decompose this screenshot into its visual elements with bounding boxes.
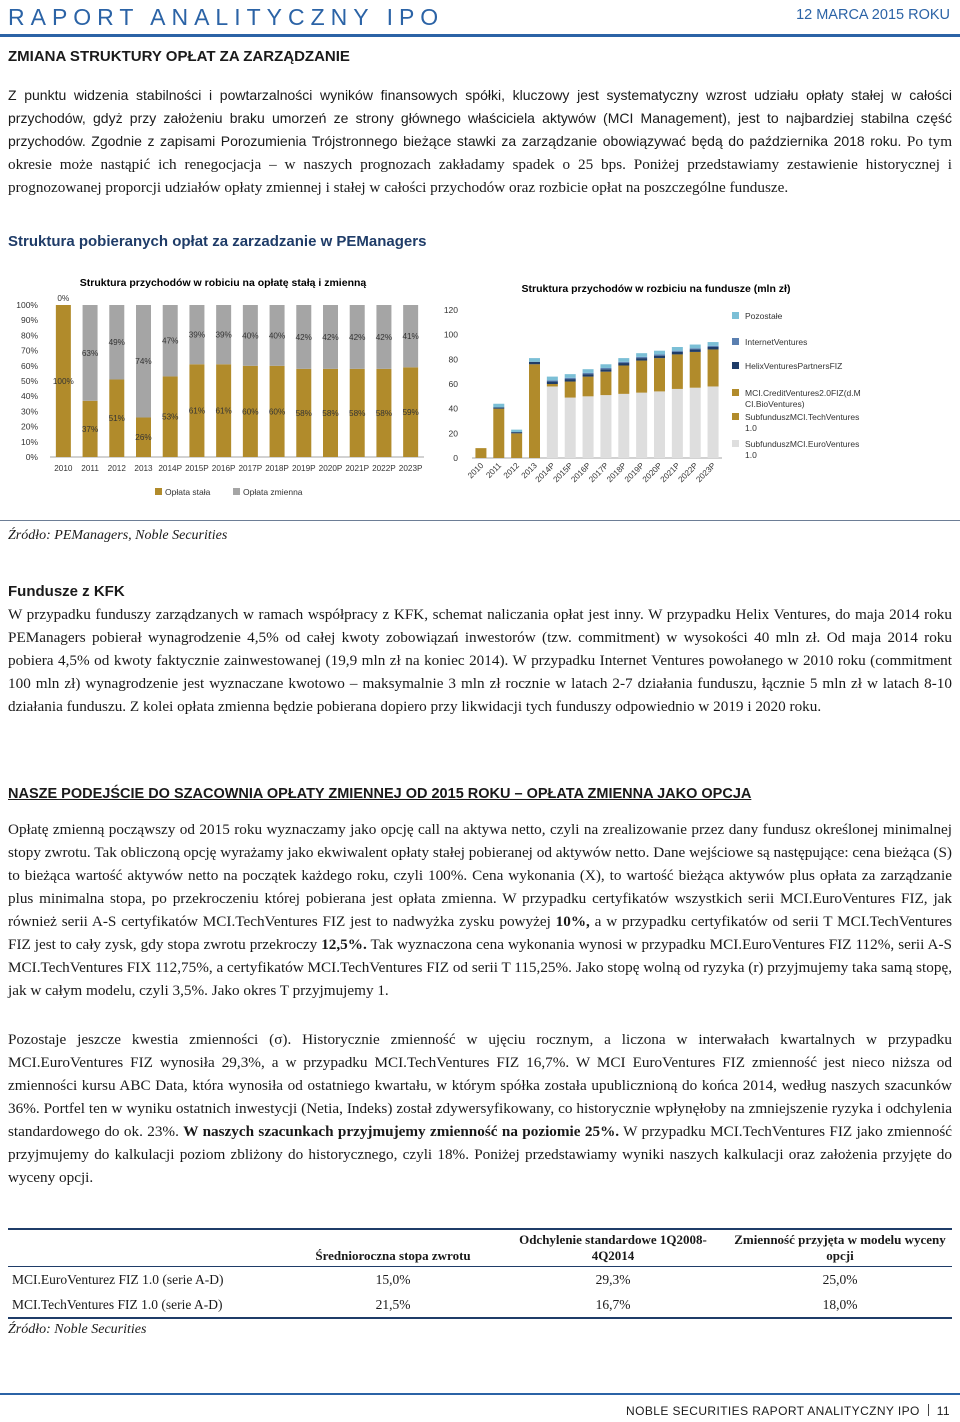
volatility-table (8, 1228, 952, 1319)
bar-segment-2 (618, 366, 629, 394)
x-tick-label: 2017P (587, 461, 611, 485)
y-tick-label: 80% (20, 330, 38, 341)
chart-fee-split-svg (0, 268, 440, 508)
data-label: 60% (242, 407, 259, 417)
x-tick-label: 2021P (658, 461, 682, 485)
chart-funds-revenue-svg (440, 268, 960, 508)
bar-segment-5 (583, 369, 594, 373)
bar-segment-0 (672, 389, 683, 458)
y-tick-label: 100 (443, 329, 458, 340)
data-label: 42% (322, 332, 339, 342)
legend-swatch (732, 413, 739, 420)
table-cell: 15,0% (375, 1272, 411, 1287)
chart-section-title: Struktura pobieranych opłat za zarzadzanie w PEManagers (8, 233, 427, 250)
legend-label: Pozostałe (745, 311, 783, 321)
bar-segment-0 (600, 395, 611, 458)
bar-segment-2 (583, 377, 594, 397)
bar-segment-4 (547, 380, 558, 381)
bar-segment-5 (547, 377, 558, 381)
paragraph-part: Po tym okresie może nastąpić ich renegocjacja – w naszych prognozach zakładamy spadek o 25 bps. (8, 133, 953, 173)
legend-label-cont: 1.0 (745, 423, 757, 433)
paragraph-bold: 12,5%. (321, 936, 367, 953)
x-tick-label: 2022P (676, 461, 700, 485)
bar-segment-4 (654, 354, 665, 355)
bar-segment-5 (672, 347, 683, 351)
table-header-cell (8, 1229, 288, 1267)
bar-segment-3 (511, 432, 522, 433)
legend-label: MCI.CreditVentures2.0FIZ(d.M (745, 388, 861, 398)
legend-swatch (732, 440, 739, 447)
paragraph-part: Poniżej przedstawiamy zestawienie historycznej i prognozowanej proporcji udziałów opłaty zmiennej i stałej w całości przychodów oraz rozbicie opłat na poszczególne fundusze. (8, 156, 953, 196)
footer-separator (928, 1404, 929, 1416)
paragraph-option-pricing (8, 818, 952, 1002)
data-label: 53% (162, 412, 179, 422)
y-tick-label: 120 (443, 305, 458, 315)
paragraph-fee-structure (8, 84, 952, 199)
x-tick-label: 2010 (54, 464, 73, 473)
paragraph-volatility (8, 1028, 952, 1189)
bar-segment-0 (654, 391, 665, 458)
y-tick-label: 20% (20, 421, 38, 432)
data-label: 58% (295, 408, 312, 418)
bar-segment-5 (529, 358, 540, 362)
page-footer (626, 1404, 950, 1418)
bar-segment-2 (565, 382, 576, 398)
data-label: 61% (188, 406, 206, 416)
table-header-cell: Średnioroczna stopa zwrotu (315, 1248, 471, 1263)
section-heading-option (8, 785, 751, 803)
x-tick-label: 2010 (466, 461, 486, 481)
footer-divider (0, 1393, 960, 1395)
page-number: 11 (936, 1404, 950, 1418)
table-cell: MCI.TechVentures FIZ 1.0 (serie A-D) (12, 1297, 223, 1312)
data-label: 26% (135, 433, 152, 443)
bar-segment-2 (636, 361, 647, 393)
x-tick-label: 2018P (605, 461, 629, 485)
table-cell: 21,5% (375, 1297, 411, 1312)
bar-segment-3 (529, 362, 540, 364)
bar-segment-3 (618, 363, 629, 365)
x-tick-label: 2019P (291, 464, 316, 473)
data-label: 61% (215, 406, 232, 416)
table-cell: 29,3% (595, 1272, 631, 1287)
bar-segment-2 (672, 354, 683, 389)
paragraph-kfk: W przypadku funduszy zarządzanych w ramach współpracy z KFK, schemat naliczania opłat jest inny. W przypadku Helix Ventures, do maja 2014 roku PEManagers pobierał wynagrodzenie 4,5% od całej kwoty zobowiązań inwestorów (tzw. commitment) w wysokości 40 mln zł. Od maja 2014 roku pobiera 4,5% od kwoty faktycznie zainwestowanej (19,9 mln zł na koniec 2014). W przypadku Internet Ventures powołanego w 2010 roku (commitment 100 mln zł) wynagrodzenie jest wyznaczane kwotowo – maksymalnie 3 mln zł rocznie w latach 2-7 działania funduszu, łącznie 5 mln zł w latach 8-10 działania funduszu. Z kolei opłata zmienna będzie pobierana dopiero przy likwidacji tych funduszy odpowiednio w 2019 i 2020 roku. (8, 606, 952, 715)
chart-title: Struktura przychodów w rozbiciu na fundusze (mln zł) (521, 283, 791, 295)
y-tick-label: 50% (20, 376, 38, 386)
bar-segment-5 (636, 353, 647, 357)
data-label: 100% (52, 377, 74, 386)
chart-fee-split (0, 268, 440, 508)
legend-label: Opłata zmienna (243, 487, 303, 497)
bar-segment-5 (654, 351, 665, 355)
bar-segment-4 (618, 362, 629, 363)
bar-segment-3 (690, 349, 701, 351)
legend-label: Opłata stała (165, 487, 211, 497)
data-label: 42% (295, 332, 312, 342)
bar-segment-4 (636, 357, 647, 358)
x-tick-label: 2023P (398, 464, 423, 473)
bar-segment-5 (618, 358, 629, 362)
y-tick-label: 0 (453, 453, 458, 463)
legend-label: InternetVentures (745, 337, 808, 347)
bar-segment-4 (600, 368, 611, 369)
table-header-cell: Zmienność przyjęta w modelu wyceny opcji (734, 1232, 946, 1263)
x-tick-label: 2020P (640, 461, 664, 485)
bar-segment-0 (636, 393, 647, 458)
bar-segment-4 (672, 351, 683, 352)
legend-label: SubfunduszMCI.EuroVentures (745, 439, 860, 449)
x-tick-label: 2012 (501, 461, 522, 481)
paragraph-part: Z punktu widzenia stabilności i powtarzalności wyników finansowych spółki, kluczowy jest systematyczny wzrost udziału opłaty stałej w całości przychodów, gdyż przy założeniu braku umorzeń ze strony głównego właściciela aktywów (MCI Management), jest to najbardziej stabilna część przychodów. (8, 87, 952, 149)
x-tick-label: 2013 (519, 461, 539, 481)
legend-swatch (732, 362, 739, 369)
source-divider (0, 520, 960, 521)
data-label: 39% (215, 330, 232, 340)
data-label: 40% (242, 331, 259, 341)
legend-swatch (732, 312, 739, 319)
table-row (8, 1292, 952, 1318)
page-header (0, 0, 960, 34)
paragraph-part: a w przypadku certyfikatów od serii T MCI.TechVentures FIZ jest to cały zysk, gdy stopa zwrotu przekroczy (8, 913, 953, 953)
data-label: 40% (268, 331, 286, 341)
bar-segment-1 (475, 448, 486, 458)
legend-label: SubfunduszMCI.TechVentures (745, 412, 860, 422)
report-title: RAPORT ANALITYCZNY IPO (8, 4, 445, 30)
data-label: 0% (57, 294, 70, 303)
bar-segment-4 (690, 348, 701, 349)
x-tick-label: 2017P (238, 464, 263, 473)
bar-segment-3 (583, 374, 594, 376)
y-tick-label: 20 (448, 428, 458, 439)
x-tick-label: 2011 (81, 464, 99, 473)
legend-swatch (732, 389, 739, 396)
x-tick-label: 2013 (134, 464, 153, 473)
data-label: 60% (268, 407, 286, 417)
bar-segment-4 (583, 373, 594, 374)
bar-segment-2 (547, 384, 558, 386)
y-tick-label: 90% (20, 315, 38, 326)
bar-segment-0 (547, 386, 558, 458)
paragraph-part: Pozostaje jeszcze kwestia zmienności (σ). Historycznie zmienność w ujęciu rocznym, a liczona w interwałach kwartalnych w przypadku MCI.EuroVentures FIZ wynosiła 29,3%, a w przypadku MCI.TechVentures FIZ 16,7%. W MCI EuroVentures FIZ zmienność jest nieco niższa od zmienności kursu ABC Data, która wynosiła od ostatniego kwartału, w którym spółka została upublicznioną do końca 2014, według naszych szacunków 36%. Portfel ten w wyniku ostatnich inwestycji (Netia, Indeks) został zdywersyfikowany, co historycznie wpłynęłoby na zmniejszenie ryzyka i odchylenia standardowego do ok. 23%. (8, 1031, 952, 1140)
x-tick-label: 2012 (107, 464, 126, 473)
y-tick-label: 10% (20, 436, 38, 447)
y-tick-label: 80 (448, 354, 458, 365)
table-cell: MCI.EuroVenturez FIZ 1.0 (serie A-D) (12, 1272, 224, 1287)
data-label: 39% (188, 330, 206, 340)
x-tick-label: 2019P (622, 461, 647, 485)
bar-segment-0 (565, 398, 576, 458)
x-tick-label: 2014P (158, 464, 183, 473)
y-tick-label: 100% (16, 300, 38, 310)
bar-segment-3 (547, 382, 558, 384)
data-label: 58% (322, 408, 339, 418)
bar-segment-2 (708, 349, 719, 386)
x-tick-label: 2018P (265, 464, 289, 473)
x-tick-label: 2016P (211, 464, 236, 473)
bar-segment-2 (690, 352, 701, 388)
data-label: 47% (162, 336, 179, 346)
y-tick-label: 30% (20, 406, 38, 417)
bar-segment-5 (708, 342, 719, 346)
table-cell: 25,0% (822, 1272, 858, 1287)
data-label: 51% (108, 414, 125, 424)
section-heading-option-text: NASZE PODEJŚCIE DO SZACOWNIA OPŁATY ZMIENNEJ OD 2015 ROKU – OPŁATA ZMIENNA JAKO OPCJA (8, 786, 752, 802)
bar-segment-3 (708, 347, 719, 349)
y-tick-label: 70% (20, 345, 38, 356)
x-tick-label: 2022P (372, 464, 396, 473)
data-label: 42% (349, 332, 366, 342)
y-tick-label: 60 (448, 379, 458, 389)
paragraph-bold: 10%, (555, 913, 590, 930)
legend-swatch (233, 488, 240, 495)
bar-segment-3 (600, 369, 611, 371)
chart-funds-revenue (440, 268, 960, 508)
bar-segment-5 (690, 345, 701, 349)
table-header-cell: Odchylenie standardowe 1Q2008-4Q2014 (519, 1232, 707, 1263)
bar-segment-4 (565, 378, 576, 379)
paragraph-part: W przypadku MCI.TechVentures FIZ jako zmienność przyjmujemy do kalkulacji poziom zbliżony do historycznego, czyli 18%. Poniżej przedstawiamy wyniki naszych kalkulacji oraz założenia przyjęte do wyceny opcji. (8, 1123, 953, 1186)
y-tick-label: 0% (25, 452, 38, 462)
bar-segment-5 (493, 404, 504, 408)
bar-segment-1 (529, 364, 540, 458)
x-tick-label: 2011 (484, 461, 504, 480)
section-heading-fee-structure: ZMIANA STRUKTURY OPŁAT ZA ZARZĄDZANIE (8, 48, 350, 65)
footer-text: NOBLE SECURITIES RAPORT ANALITYCZNY IPO (626, 1404, 920, 1418)
bar-segment-5 (511, 430, 522, 432)
bar-segment-0 (690, 388, 701, 458)
x-tick-label: 2015P (185, 464, 209, 473)
table-row (8, 1267, 952, 1293)
data-label: 49% (108, 338, 125, 348)
legend-label-cont: CI.BioVentures) (745, 399, 805, 409)
table-cell: 18,0% (822, 1297, 858, 1312)
header-divider (0, 34, 960, 37)
legend-label-cont: 1.0 (745, 450, 757, 460)
paragraph-part: Opłatę zmienną począwszy od 2015 roku wyznaczamy jako opcję call na aktywa netto, czyli na zrealizowanie przez dany fundusz określonej minimalnej stopy zwrotu. Tak obliczoną opcję wyrażamy jako ekwiwalent opłaty stałej pobieranej od aktywów netto. Dane wejściowe są następujące: cena bieżąca (S) to bieżąca wartość aktywów netto na początek każdego roku, czyli 100%. Cena wykonania (X), to wartość bieżąca aktywów plus opłata za zarządzanie plus minimalna stopa, po przekroczeniu której pobierana jest opłata zmienna. W przypadku certyfikatów wszystkich serii MCI.EuroVentures FIZ, jak również serii A-S certyfikatów MCI.TechVentures FIZ jest to nadwyżka zysku powyżej (8, 821, 952, 930)
x-tick-label: 2021P (345, 464, 370, 473)
data-label: 58% (349, 408, 366, 418)
legend-label: HelixVenturesPartnersFIZ (745, 361, 843, 371)
paragraph-bold: W naszych szacunkach przyjmujemy zmienność na poziomie 25%. (183, 1123, 620, 1140)
data-label: 41% (402, 332, 419, 342)
table-header-row (8, 1229, 952, 1267)
source-note-table: Źródło: Noble Securities (8, 1322, 147, 1337)
legend-swatch (155, 488, 162, 495)
y-tick-label: 40 (448, 403, 458, 414)
bar-segment-3 (565, 379, 576, 381)
section-heading-kfk: Fundusze z KFK (8, 583, 125, 600)
legend-swatch (732, 338, 739, 345)
x-tick-label: 2020P (318, 464, 343, 473)
data-label: 42% (375, 332, 393, 342)
bar-segment-1 (511, 433, 522, 458)
report-date: 12 MARCA 2015 ROKU (796, 7, 950, 23)
data-label: 59% (402, 408, 419, 418)
chart-title: Struktura przychodów w robiciu na opłatę stałą i zmienną (79, 277, 367, 289)
bar-segment-5 (565, 374, 576, 378)
bar-segment-3 (654, 356, 665, 358)
bar-segment-3 (493, 407, 504, 408)
data-label: 58% (375, 408, 393, 418)
x-tick-label: 2016P (569, 461, 593, 485)
paragraph-part: Zgodnie z zapisami Porozumienia Trójstronnego bieżące stawki za zarządzanie obowiązywać będą do października 2018 roku. (91, 133, 902, 149)
y-tick-label: 60% (20, 360, 38, 371)
bar-segment-2 (600, 372, 611, 395)
table-cell: 16,7% (595, 1297, 631, 1312)
y-tick-label: 40% (20, 391, 38, 402)
bar-segment-5 (600, 364, 611, 368)
data-label: 74% (135, 357, 152, 367)
data-label: 63% (81, 348, 99, 358)
bar-segment-2 (654, 358, 665, 391)
source-note-charts: Źródło: PEManagers, Noble Securities (8, 528, 228, 543)
bar-segment-0 (708, 386, 719, 458)
paragraph-part: Tak wyznaczona cena wykonania wynosi w przypadku MCI.EuroVentures FIZ 112%, serii A-S MCI.TechVentures FIX 112,75%, a certyfikatów MCI.TechVentures FIZ od serii T 115,25%. Jako stopę wolną od ryzyka (r) przyjmujemy taka samą stopę, jak w całym modelu, czyli 3,5%. Jako okres T przyjmujemy 1. (8, 936, 952, 999)
bar-segment-4 (708, 346, 719, 347)
x-tick-label: 2015P (551, 461, 575, 485)
x-tick-label: 2014P (533, 461, 557, 485)
bar-segment-0 (583, 396, 594, 458)
bar-segment-3 (636, 358, 647, 360)
bar-segment-3 (672, 352, 683, 354)
bar-segment-1 (493, 409, 504, 458)
data-label: 37% (81, 424, 99, 434)
x-tick-label: 2023P (694, 461, 718, 485)
bar-segment-0 (618, 394, 629, 458)
